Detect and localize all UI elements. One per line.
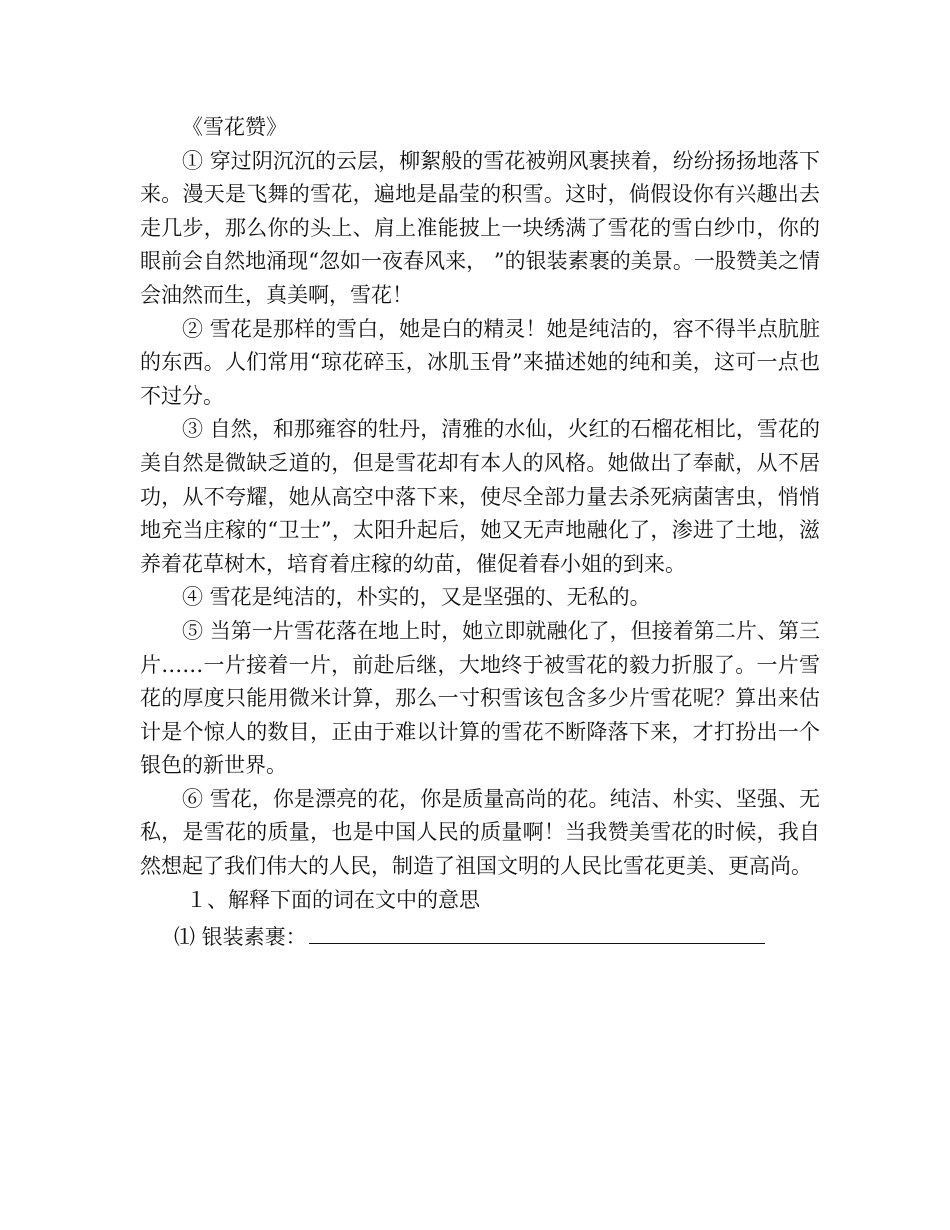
paragraph-1: ① 穿过阴沉沉的云层，柳絮般的雪花被朔风裹挟着，纷纷扬扬地落下来。漫天是飞舞的雪花，遍地是晶莹的积雪。这时，倘假设你有兴趣出去走几步，那么你的头上、肩上准能披上一块绣满了雪花的雪白纱巾，你的眼前会自然地涌现“忽如一夜春风来， ”的银装素裹的美景。一股赞美之情会油然而生，真美啊，雪花！ — [140, 148, 820, 307]
paragraph-4: ④ 雪花是纯洁的，朴实的，又是坚强的、无私的。 — [182, 585, 651, 610]
question-item-label: ⑴ 银装素裹： — [174, 925, 307, 950]
question-item-1 — [140, 917, 820, 955]
paragraph-6: ⑥ 雪花，你是漂亮的花，你是质量高尚的花。纯洁、朴实、坚强、无私，是雪花的质量，也是中国人民的质量啊！当我赞美雪花的时候，我自然想起了我们伟大的人民，制造了祖国文明的人民比雪花更美、更高尚。 — [140, 786, 820, 879]
article — [140, 111, 820, 955]
paragraph-5: ⑤ 当第一片雪花落在地上时，她立即就融化了，但接着第二片、第三片……一片接着一片，前赴后继，大地终于被雪花的毅力折服了。一片雪花的厚度只能用微米计算，那么一寸积雪该包含多少片雪花呢？算出来估计是个惊人的数目，正由于难以计算的雪花不断降落下来，才打扮出一个银色的新世界。 — [140, 618, 820, 778]
article-title: 《雪花赞》 — [182, 115, 287, 139]
question-heading: １、解释下面的词在文中的意思 — [186, 887, 480, 912]
paragraph-2: ② 雪花是那样的雪白，她是白的精灵！她是纯洁的，容不得半点肮脏的东西。人们常用“琼花碎玉，冰肌玉骨”来描述她的纯和美，这可一点也不过分。 — [140, 316, 820, 408]
paragraph-3: ③ 自然，和那雍容的牡丹，清雅的水仙，火红的石榴花相比，雪花的美自然是微缺乏道的，但是雪花却有本人的风格。她做出了奉献，从不居功，从不夸耀，她从高空中落下来，使尽全部力量去杀死病菌害虫，悄悄地充当庄稼的“卫士”，太阳升起后，她又无声地融化了，渗进了土地，滋养着花草树木，培育着庄稼的幼苗，催促着春小姐的到来。 — [140, 417, 820, 576]
answer-blank-line[interactable] — [309, 917, 765, 944]
